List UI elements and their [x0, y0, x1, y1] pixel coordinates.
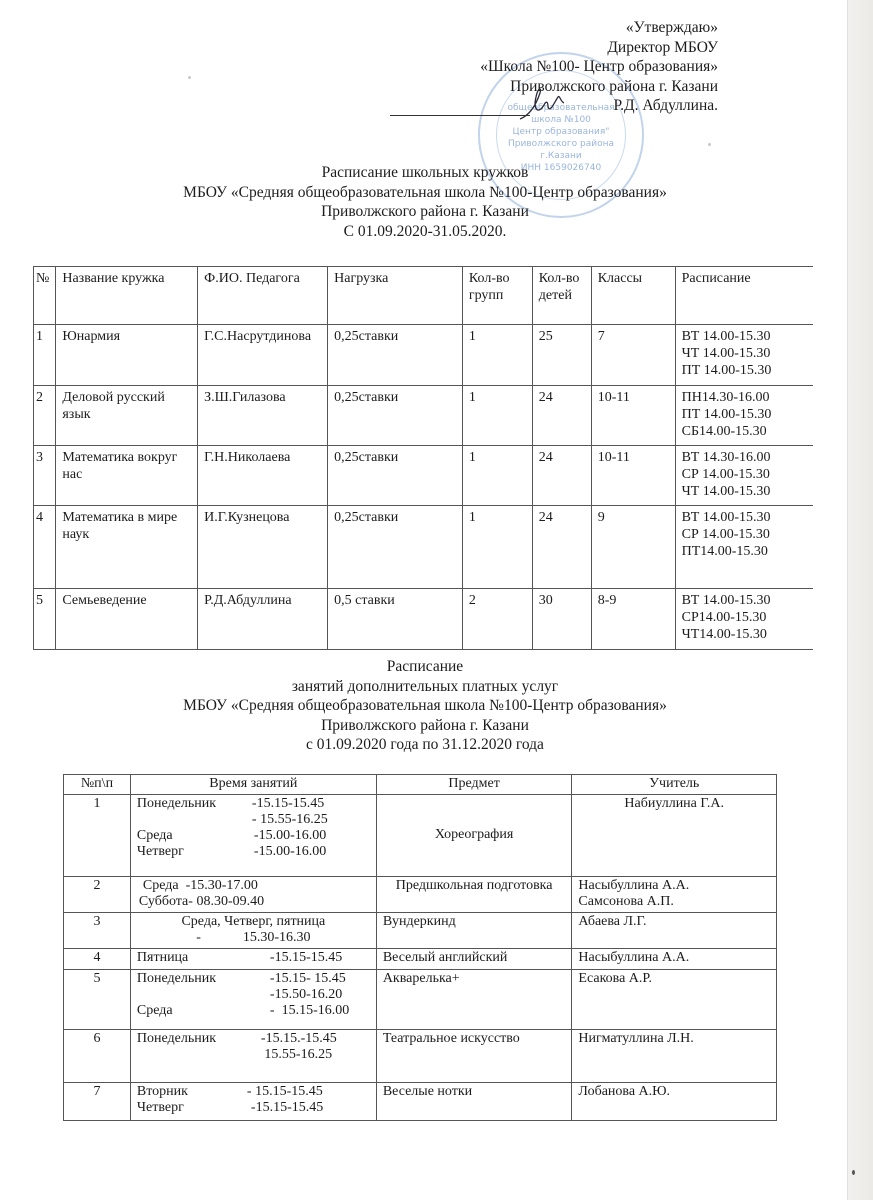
cell-groups: 1 [462, 325, 532, 386]
cell-load: 0,25ставки [328, 506, 463, 589]
cell-subject: Веселый английский [376, 949, 572, 970]
time-line [137, 812, 370, 828]
cell-grades: 8-9 [591, 589, 675, 650]
cell-num: 4 [64, 949, 131, 970]
time-value: - 15.55-16.25 [251, 812, 328, 827]
cell-subject: Веселые нотки [376, 1083, 572, 1121]
cell-num: 7 [64, 1083, 131, 1121]
schedule-line: СР 14.00-15.30 [681, 467, 770, 482]
cell-groups: 1 [462, 386, 532, 446]
time-line: Среда, Четверг, пятница [181, 914, 326, 929]
cell-num: 6 [64, 1030, 131, 1083]
cell-subject: Хореография [376, 795, 572, 877]
cell-subject: Вундеркинд [376, 913, 572, 949]
teacher-name: Насыбуллина А.А. [578, 950, 690, 965]
time-value: -15.15-15.45 [250, 1100, 324, 1115]
cell-num: 3 [34, 446, 56, 506]
schedule-line: ПТ14.00-15.30 [681, 544, 768, 559]
cell-teacher [572, 949, 777, 970]
cell-name: Юнармия [56, 325, 198, 386]
cell-grades: 7 [591, 325, 675, 386]
table-row [64, 877, 777, 913]
schedule-line: ПТ 14.00-15.30 [681, 363, 772, 378]
table-row [34, 325, 814, 386]
day-label [137, 1047, 261, 1063]
teacher-name: Лобанова А.Ю. [578, 1084, 671, 1099]
approval-line: Директор МБОУ [607, 38, 718, 56]
stamp-line: Центр образования" [512, 127, 610, 137]
time-value: -15.15-15.45 [251, 796, 325, 811]
col-header-subject: Предмет [376, 775, 572, 795]
clubs-table [33, 266, 813, 650]
approval-line: Р.Д. Абдуллина. [613, 97, 718, 114]
cell-children: 24 [532, 506, 591, 589]
cell-grades: 10-11 [591, 386, 675, 446]
cell-subject: Театральное искусство [376, 1030, 572, 1083]
approval-line: «Школа №100- Центр образования» [480, 58, 718, 75]
cell-teacher: З.Ш.Гилазова [198, 386, 328, 446]
scan-speck [852, 1170, 855, 1175]
cell-load: 0,25ставки [328, 325, 463, 386]
cell-load: 0,25ставки [328, 446, 463, 506]
table-row [34, 386, 814, 446]
col-header-teacher: Учитель [572, 775, 777, 795]
table-row [64, 1083, 777, 1121]
cell-time [130, 949, 376, 970]
table-header-row [64, 775, 777, 795]
table-row [34, 589, 814, 650]
table-row [64, 1030, 777, 1083]
approval-line: «Утверждаю» [625, 19, 718, 36]
time-value: - 15.15-15.45 [246, 1084, 323, 1099]
cell-time [130, 877, 376, 913]
time-value: -15.00-16.00 [253, 828, 327, 843]
col-header-name: Название кружка [56, 267, 198, 325]
cell-teacher [572, 970, 777, 1030]
cell-children: 25 [532, 325, 591, 386]
paid-services-table [63, 774, 777, 1121]
time-line [137, 796, 370, 812]
schedule-line: СР14.00-15.30 [681, 610, 767, 625]
time-value: - 15.15-16.00 [269, 1003, 350, 1018]
schedule-line: ПТ 14.00-15.30 [681, 407, 772, 422]
title-line: Расписание школьных кружков [321, 164, 529, 181]
day-label: Понедельник [136, 1031, 217, 1046]
stamp-line: школа №100 [531, 115, 591, 125]
time-line [137, 987, 370, 1003]
cell-num: 2 [34, 386, 56, 446]
time-line: Среда -15.30-17.00 [142, 878, 258, 893]
day-label: Среда [136, 828, 173, 843]
title-line: С 01.09.2020-31.05.2020. [343, 222, 507, 240]
title-line: Приволжского района г. Казани [321, 716, 529, 734]
cell-num: 1 [34, 325, 56, 386]
cell-teacher: И.Г.Кузнецова [198, 506, 328, 589]
table-row [64, 913, 777, 949]
stamp-line: ИНН 1659026740 [520, 163, 602, 173]
teacher-name: Абаева Л.Г. [578, 914, 647, 929]
scan-edge-strip [847, 0, 873, 1200]
cell-schedule [675, 446, 813, 506]
cell-load: 0,5 ставки [328, 589, 463, 650]
col-header-load: Нагрузка [328, 267, 463, 325]
day-label: Понедельник [136, 971, 217, 986]
table-row [64, 970, 777, 1030]
cell-name: Математика в мире наук [56, 506, 198, 589]
cell-schedule [675, 386, 813, 446]
cell-children: 24 [532, 446, 591, 506]
cell-name: Деловой русский язык [56, 386, 198, 446]
time-line [137, 971, 370, 987]
time-value: 15.55-16.25 [260, 1047, 333, 1062]
cell-num: 4 [34, 506, 56, 589]
cell-num: 1 [64, 795, 131, 877]
time-line [137, 1084, 370, 1100]
time-line [137, 1031, 370, 1047]
day-label [137, 812, 252, 828]
stamp-line: г.Казани [540, 151, 582, 161]
cell-teacher: Г.С.Насрутдинова [198, 325, 328, 386]
time-line [137, 1100, 370, 1116]
schedule-line: ЧТ 14.00-15.30 [681, 346, 771, 361]
schedule-line: ВТ 14.00-15.30 [681, 510, 771, 525]
cell-time [130, 1030, 376, 1083]
col-header-children: Кол-во детей [532, 267, 591, 325]
cell-teacher [572, 877, 777, 913]
cell-subject: Акварелька+ [376, 970, 572, 1030]
teacher-name: Нигматуллина Л.Н. [578, 1031, 694, 1046]
cell-load: 0,25ставки [328, 386, 463, 446]
cell-groups: 1 [462, 506, 532, 589]
time-line [137, 844, 370, 860]
cell-subject: Предшкольная подготовка [376, 877, 572, 913]
cell-teacher [572, 913, 777, 949]
teacher-name: Есакова А.Р. [578, 971, 652, 986]
time-line [137, 1003, 370, 1019]
teacher-name: Самсонова А.П. [578, 894, 674, 909]
time-line: Суббота- 08.30-09.40 [138, 894, 265, 909]
title-line: Расписание [386, 658, 464, 675]
cell-teacher [572, 1083, 777, 1121]
title-line: МБОУ «Средняя общеобразовательная школа №100-Центр образования» [183, 697, 667, 714]
day-label: Среда [136, 1003, 173, 1018]
day-label: Четверг [136, 1100, 184, 1115]
col-header-schedule: Расписание [675, 267, 813, 325]
cell-children: 30 [532, 589, 591, 650]
time-value: -15.50-16.20 [269, 987, 343, 1002]
cell-teacher [572, 795, 777, 877]
teacher-name: Насыбуллина А.А. [578, 878, 690, 893]
cell-time [130, 795, 376, 877]
cell-time [130, 970, 376, 1030]
cell-schedule [675, 589, 813, 650]
day-label: Четверг [136, 844, 184, 859]
signature-icon [518, 85, 568, 125]
cell-groups: 2 [462, 589, 532, 650]
scan-speck [188, 76, 191, 79]
table-row [64, 949, 777, 970]
col-header-num: №п\п [64, 775, 131, 795]
teacher-name: Набиуллина Г.А. [624, 796, 725, 811]
time-value: -15.00-16.00 [253, 844, 327, 859]
col-header-grades: Классы [591, 267, 675, 325]
schedule-line: ВТ 14.00-15.30 [681, 593, 771, 608]
cell-num: 2 [64, 877, 131, 913]
time-line: - 15.30-16.30 [196, 930, 311, 945]
cell-num: 5 [64, 970, 131, 1030]
day-label [137, 987, 270, 1003]
title-line: МБОУ «Средняя общеобразовательная школа №100-Центр образования» [183, 183, 667, 201]
time-value: -15.15- 15.45 [269, 971, 346, 986]
title-line: с 01.09.2020 года по 31.12.2020 года [306, 736, 544, 753]
schedule-line: ПН14.30-16.00 [681, 390, 770, 405]
section2-title [0, 657, 850, 755]
schedule-line: ЧТ14.00-15.30 [681, 627, 767, 642]
schedule-line: ВТ 14.30-16.00 [681, 450, 771, 465]
approval-line: Приволжского района г. Казани [510, 77, 718, 95]
cell-num: 3 [64, 913, 131, 949]
table-row [64, 795, 777, 877]
col-header-time: Время занятий [130, 775, 376, 795]
stamp-line: Приволжского района [508, 139, 614, 149]
schedule-line: СБ14.00-15.30 [681, 424, 767, 439]
cell-time [130, 913, 376, 949]
time-line [137, 828, 370, 844]
schedule-line: ВТ 14.00-15.30 [681, 329, 771, 344]
cell-teacher: Г.Н.Николаева [198, 446, 328, 506]
table-row [34, 446, 814, 506]
cell-time [130, 1083, 376, 1121]
title-line: занятий дополнительных платных услуг [291, 677, 559, 695]
time-value: -15.15.-15.45 [260, 1031, 337, 1046]
cell-name: Математика вокруг нас [56, 446, 198, 506]
cell-schedule [675, 506, 813, 589]
stamp-line: общеобразовательная [507, 103, 615, 113]
cell-teacher: Р.Д.Абдуллина [198, 589, 328, 650]
col-header-groups: Кол-во групп [462, 267, 532, 325]
day-label: Вторник [136, 1084, 188, 1099]
cell-grades: 9 [591, 506, 675, 589]
scan-speck [708, 143, 711, 146]
signature-line [390, 115, 530, 116]
cell-name: Семьеведение [56, 589, 198, 650]
cell-num: 5 [34, 589, 56, 650]
col-header-teacher: Ф.ИО. Педагога [198, 267, 328, 325]
cell-schedule [675, 325, 813, 386]
cell-teacher [572, 1030, 777, 1083]
time-line [137, 950, 370, 966]
table-header-row [34, 267, 814, 325]
cell-children: 24 [532, 386, 591, 446]
schedule-line: СР 14.00-15.30 [681, 527, 770, 542]
time-value: -15.15-15.45 [269, 950, 343, 965]
cell-groups: 1 [462, 446, 532, 506]
title-line: Приволжского района г. Казани [321, 203, 529, 220]
section1-title [0, 163, 850, 241]
day-label: Пятница [136, 950, 189, 965]
table-row [34, 506, 814, 589]
cell-grades: 10-11 [591, 446, 675, 506]
time-line [137, 1047, 370, 1063]
col-header-num: № [34, 267, 56, 325]
day-label: Понедельник [136, 796, 217, 811]
schedule-line: ЧТ 14.00-15.30 [681, 484, 771, 499]
